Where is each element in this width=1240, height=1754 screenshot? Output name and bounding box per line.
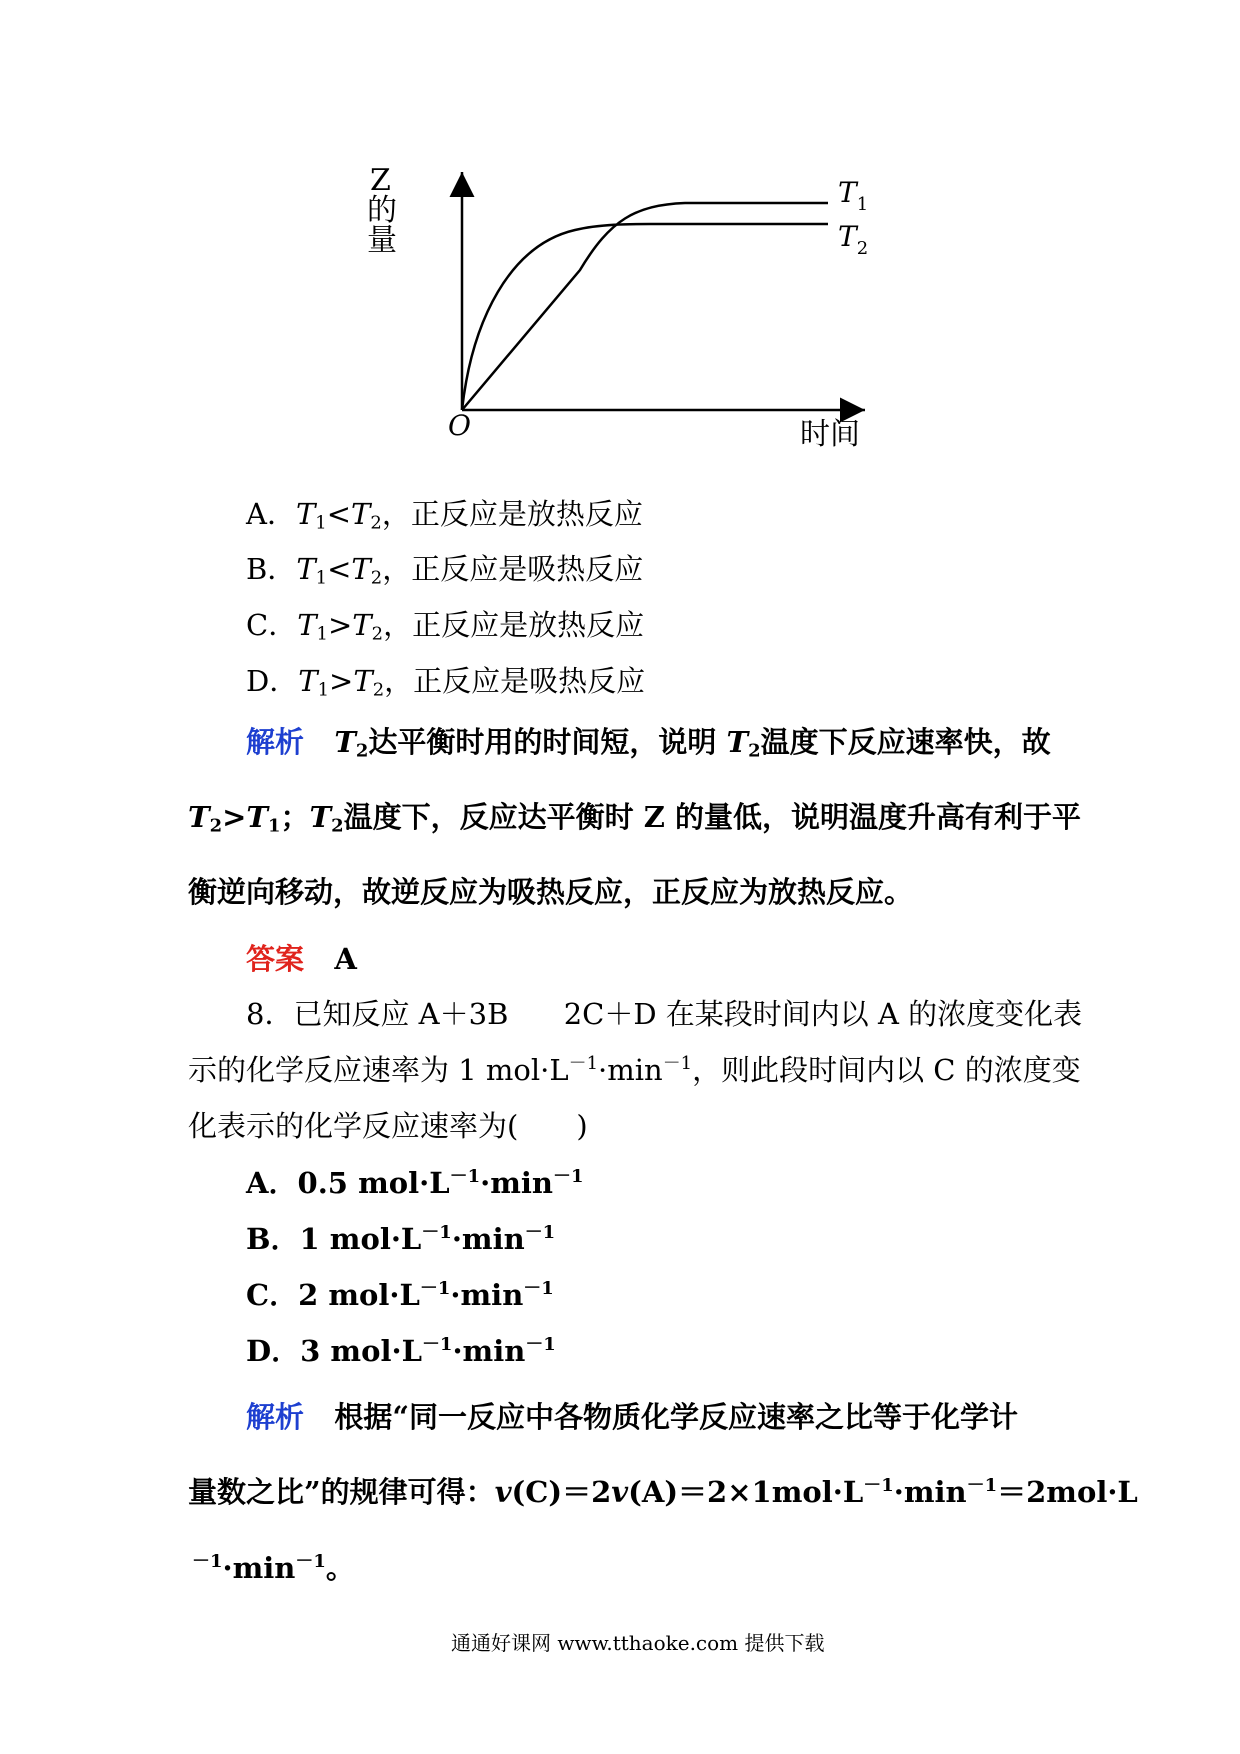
q8-stem-line2: 示的化学反应速率为 1 $mol\cdot L^{-1}\cdot\min^{-1}$，则此段时间内以 C 的浓度变: [188, 1053, 1081, 1087]
q7-option-d: D．$T_1>T_2$，正反应是吸热反应: [246, 664, 646, 701]
curve-label-t2: $T_2$: [838, 220, 869, 259]
q7-analysis-line2: $T_2>T_1$；$T_2$温度下，反应达平衡时 Z 的量低，说明温度升高有利于平: [188, 800, 1082, 837]
curve-t2: [462, 224, 828, 410]
y-axis-label-3: 量: [367, 223, 397, 258]
analysis-label-2: 解析: [246, 1400, 305, 1434]
y-axis-label-2: 的: [367, 193, 397, 228]
equilibrium-graph: [367, 160, 890, 460]
q8-option-b: B．1 $mol\cdot L^{-1}\cdot\min^{-1}$: [246, 1222, 556, 1256]
q8-analysis-line2: 量数之比”的规律可得：$v(C)=2v(A)=2\times 1mol\cdot L^{-1}\cdot\min^{-1}=2mol\cdot L$: [188, 1475, 1138, 1509]
curve-t1: [462, 203, 828, 410]
q7-analysis-line3: 衡逆向移动，故逆反应为吸热反应，正反应为放热反应。: [188, 875, 914, 909]
q7-option-b: B．$T_1<T_2$，正反应是吸热反应: [246, 552, 644, 589]
y-axis-label-1: Z: [370, 163, 391, 198]
q8-stem-line1: 8．已知反应 A＋3B 2C＋D 在某段时间内以 A 的浓度变化表: [246, 997, 1083, 1031]
q7-analysis-line1: 解析 $T_2$达平衡时用的时间短，说明 $T_2$温度下反应速率快，故: [246, 725, 1051, 762]
analysis-label: 解析: [246, 725, 305, 759]
q8-option-d: D．3 $mol\cdot L^{-1}\cdot\min^{-1}$: [246, 1334, 556, 1368]
q7-answer: 答案 A: [246, 942, 357, 976]
q7-option-a: A．$T_1<T_2$，正反应是放热反应: [246, 497, 643, 534]
q8-option-a: A．0.5 $mol\cdot L^{-1}\cdot\min^{-1}$: [246, 1166, 584, 1200]
q8-analysis-line3: $^{-1}\cdot\min^{-1}$。: [192, 1551, 355, 1585]
answer-label: 答案: [246, 942, 305, 976]
x-axis-label: 时间: [800, 417, 860, 452]
origin-label: O: [448, 409, 471, 442]
q8-stem-line3: 化表示的化学反应速率为( ): [188, 1109, 588, 1143]
q8-analysis-line1: 解析 根据“同一反应中各物质化学反应速率之比等于化学计: [246, 1400, 1018, 1434]
page-footer: 通通好课网 www.tthaoke.com 提供下载: [451, 1631, 825, 1655]
curve-label-t1: $T_1$: [838, 176, 869, 215]
q7-option-c: C．$T_1>T_2$，正反应是放热反应: [246, 608, 645, 645]
q8-option-c: C．2 $mol\cdot L^{-1}\cdot\min^{-1}$: [246, 1278, 554, 1312]
